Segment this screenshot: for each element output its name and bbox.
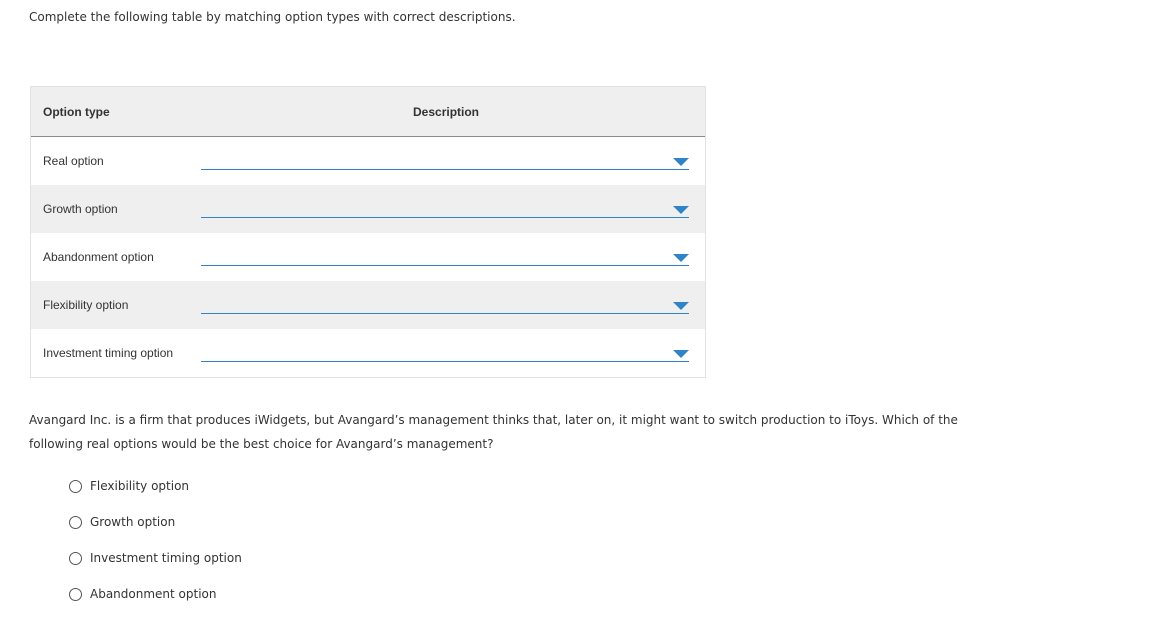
description-dropdown-investment-timing-option[interactable] bbox=[201, 339, 689, 362]
caret-down-icon bbox=[673, 350, 689, 358]
radio-circle-icon[interactable] bbox=[69, 480, 82, 493]
row-label: Growth option bbox=[43, 202, 118, 216]
radio-label: Abandonment option bbox=[90, 587, 217, 601]
caret-down-icon bbox=[673, 158, 689, 166]
row-label: Real option bbox=[43, 154, 104, 168]
caret-down-icon bbox=[673, 302, 689, 310]
description-dropdown-real-option[interactable] bbox=[201, 147, 689, 170]
table-row-investment-timing-option bbox=[31, 329, 705, 377]
radio-label: Flexibility option bbox=[90, 479, 190, 493]
radio-label: Investment timing option bbox=[90, 551, 242, 565]
table-row-growth-option bbox=[31, 185, 705, 233]
instruction-text: Complete the following table by matching option types with correct descriptions. bbox=[29, 10, 516, 24]
description-dropdown-abandonment-option[interactable] bbox=[201, 243, 689, 266]
table-row-flexibility-option bbox=[31, 281, 705, 329]
radio-circle-icon[interactable] bbox=[69, 588, 82, 601]
radio-circle-icon[interactable] bbox=[69, 552, 82, 565]
table-row-abandonment-option bbox=[31, 233, 705, 281]
row-label: Flexibility option bbox=[43, 298, 129, 312]
description-dropdown-flexibility-option[interactable] bbox=[201, 291, 689, 314]
header-description: Description bbox=[413, 105, 480, 119]
caret-down-icon bbox=[673, 254, 689, 262]
matching-table bbox=[30, 86, 706, 378]
row-label: Abandonment option bbox=[43, 250, 154, 264]
table-row-real-option bbox=[31, 137, 705, 185]
header-option-type: Option type bbox=[43, 105, 110, 119]
radio-circle-icon[interactable] bbox=[69, 516, 82, 529]
caret-down-icon bbox=[673, 206, 689, 214]
row-label: Investment timing option bbox=[43, 346, 174, 360]
description-dropdown-growth-option[interactable] bbox=[201, 195, 689, 218]
radio-label: Growth option bbox=[90, 515, 176, 529]
question-text: Avangard Inc. is a firm that produces iWidgets, but Avangard’s management thinks that, later on, it might want to switch production to iToys. Which of the following real options would be the best choice for Avangard’s management? bbox=[29, 413, 958, 451]
table-header bbox=[31, 87, 705, 137]
